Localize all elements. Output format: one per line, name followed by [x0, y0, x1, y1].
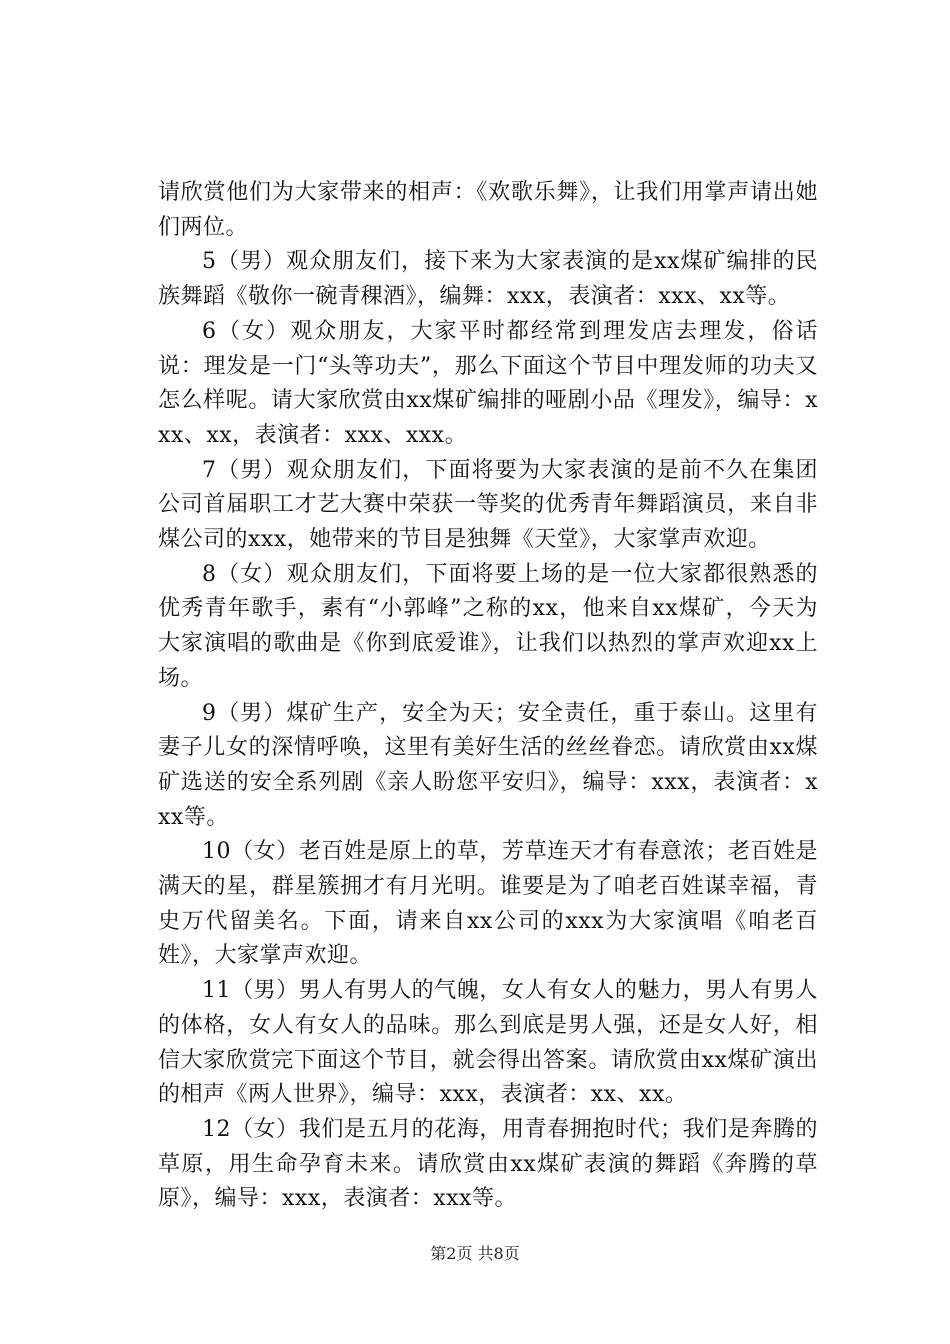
paragraph-item-12: 12（女）我们是五月的花海，用青春拥抱时代；我们是奔腾的草原，用生命孕育未来。请欣赏由xx煤矿表演的舞蹈《奔腾的草原》，编导：xxx，表演者：xxx等。 [158, 1116, 818, 1212]
paragraph-item-8: 8（女）观众朋友们，下面将要上场的是一位大家都很熟悉的优秀青年歌手，素有“小郭峰”之称的xx，他来自xx煤矿，今天为大家演唱的歌曲是《你到底爱谁》，让我们以热烈的掌声欢迎xx上场。 [158, 561, 818, 691]
paragraph-item-5: 5（男）观众朋友们，接下来为大家表演的是xx煤矿编排的民族舞蹈《敬你一碗青稞酒》，编舞：xxx，表演者：xxx、xx等。 [158, 249, 818, 310]
paragraph-item-10: 10（女）老百姓是原上的草，芳草连天才有春意浓；老百姓是满天的星，群星簇拥才有月光明。谁要是为了咱老百姓谋幸福，青史万代留美名。下面，请来自xx公司的xxx为大家演唱《咱老百姓》，大家掌声欢迎。 [158, 839, 818, 969]
paragraph-item-11: 11（男）男人有男人的气魄，女人有女人的魅力，男人有男人的体格，女人有女人的品味。那么到底是男人强，还是女人好，相信大家欣赏完下面这个节目，就会得出答案。请欣赏由xx煤矿演出的相声《两人世界》，编导：xxx，表演者：xx、xx。 [158, 978, 818, 1108]
paragraph-continuation: 请欣赏他们为大家带来的相声：《欢歌乐舞》，让我们用掌声请出她们两位。 [158, 180, 818, 240]
paragraph-item-9: 9（男）煤矿生产，安全为天；安全责任，重于泰山。这里有妻子儿女的深情呼唤，这里有美好生活的丝丝眷恋。请欣赏由xx煤矿选送的安全系列剧《亲人盼您平安归》，编导：xxx，表演者：xxx等。 [158, 700, 818, 830]
page-footer: 第2页 共8页 [430, 1244, 520, 1263]
paragraph-item-6: 6（女）观众朋友，大家平时都经常到理发店去理发，俗话说：理发是一门“头等功夫”，那么下面这个节目中理发师的功夫又怎么样呢。请大家欣赏由xx煤矿编排的哑剧小品《理发》，编导：xxx、xx，表演者：xxx、xxx。 [158, 318, 818, 448]
document-body [158, 176, 818, 1217]
paragraph-item-7: 7（男）观众朋友们，下面将要为大家表演的是前不久在集团公司首届职工才艺大赛中荣获一等奖的优秀青年舞蹈演员，来自非煤公司的xxx，她带来的节目是独舞《天堂》，大家掌声欢迎。 [158, 457, 818, 553]
